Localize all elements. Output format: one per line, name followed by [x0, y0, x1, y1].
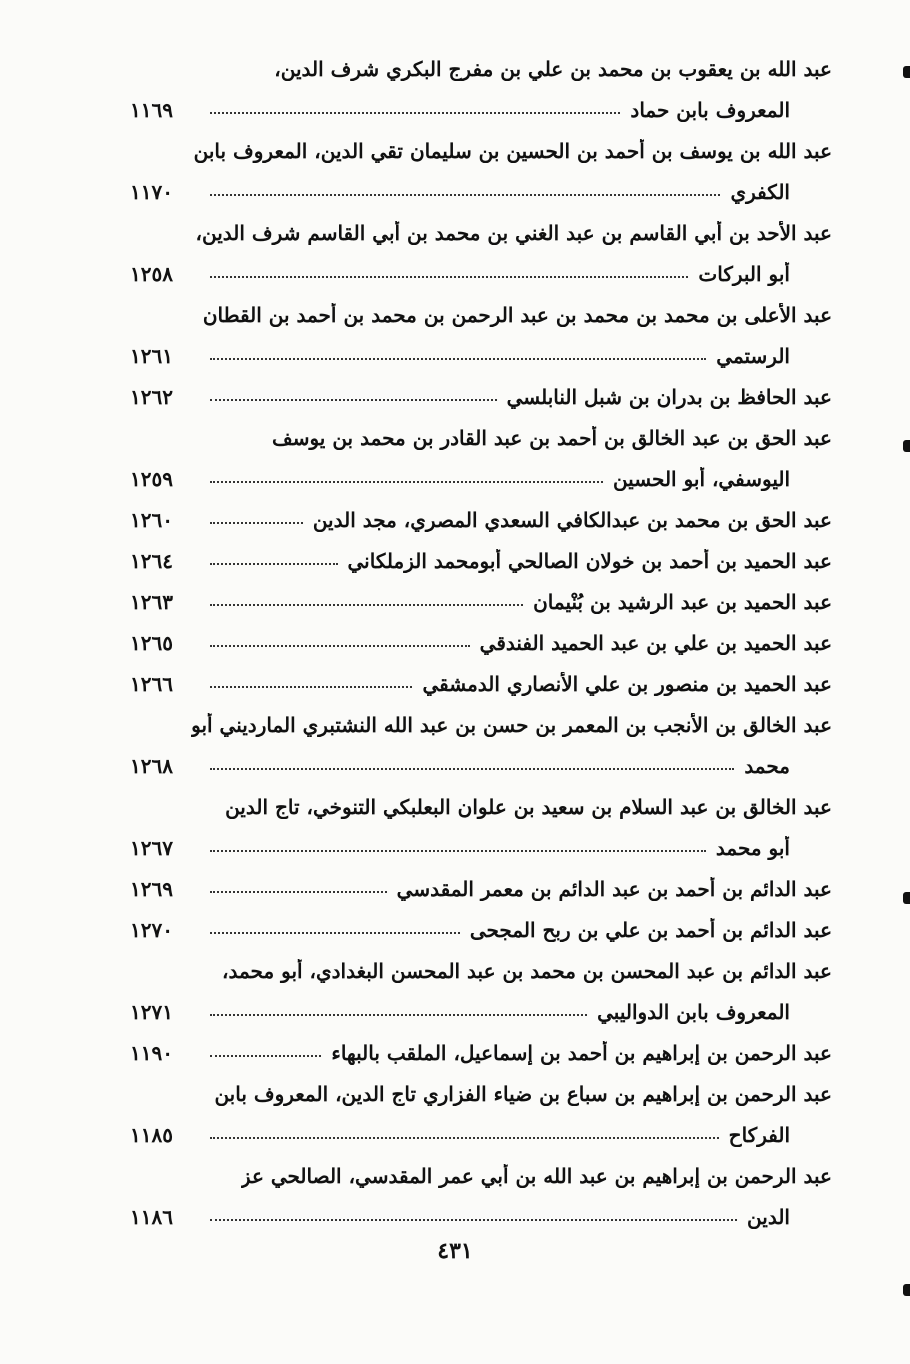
entry-text: عبد الحميد بن عبد الرشيد بن بُنْيمان: [533, 590, 832, 614]
entry-text: عبد الأعلى بن محمد بن محمد بن عبد الرحمن بن محمد بن أحمد بن القطان: [202, 303, 832, 327]
entry-line: [130, 409, 832, 450]
entry-line: [130, 655, 832, 696]
entry-line: [130, 901, 832, 942]
entry-line: [130, 1065, 832, 1106]
entry-number: ١٢٦٣: [130, 590, 173, 614]
entry-line: [130, 737, 832, 778]
entry-text: عبد الحافظ بن بدران بن شبل النابلسي: [506, 385, 832, 409]
dot-leader: [210, 686, 412, 688]
entry-text: عبد الدائم بن عبد المحسن بن محمد بن عبد المحسن البغدادي، أبو محمد،: [222, 959, 832, 983]
entry-line: [130, 450, 832, 491]
index-entry: [130, 942, 832, 1024]
index-entry: [130, 1065, 832, 1147]
index-entry: [130, 778, 832, 860]
entry-text: عبد الخالق بن عبد السلام بن سعيد بن علوان البعلبكي التنوخي، تاج الدين: [225, 795, 832, 819]
margin-mark: [903, 892, 910, 904]
index-entry: [130, 204, 832, 286]
dot-leader: [210, 891, 387, 893]
entry-line: [130, 204, 832, 245]
entry-line: [130, 491, 832, 532]
index-entry: [130, 573, 832, 614]
dot-leader: [210, 850, 706, 852]
entry-text: الفركاح: [728, 1123, 790, 1147]
entry-text: عبد الحميد بن علي بن عبد الحميد الفندقي: [479, 631, 832, 655]
entry-line: [130, 286, 832, 327]
entry-text: الكفري: [730, 180, 790, 204]
entry-line: [130, 573, 832, 614]
index-entry: [130, 860, 832, 901]
entry-text: المعروف بابن الدواليبي: [597, 1000, 790, 1024]
entry-text: عبد الرحمن بن إبراهيم بن أحمد بن إسماعيل، الملقب بالبهاء: [331, 1041, 832, 1065]
entry-text: عبد الأحد بن أبي القاسم بن عبد الغني بن محمد بن أبي القاسم شرف الدين،: [195, 221, 832, 245]
dot-leader: [210, 645, 470, 647]
entry-text: أبو محمد: [715, 836, 790, 860]
entry-text: عبد الله بن يوسف بن أحمد بن الحسين بن سليمان تقي الدين، المعروف بابن: [193, 139, 832, 163]
entry-line: [130, 245, 832, 286]
entry-line: [130, 532, 832, 573]
entry-number: ١٢٦٨: [130, 754, 173, 778]
entry-number: ١٢٧٠: [130, 918, 173, 942]
entry-text: عبد الحميد بن أحمد بن خولان الصالحي أبومحمد الزملكاني: [347, 549, 832, 573]
entry-line: [130, 40, 832, 81]
margin-mark: [903, 1284, 910, 1296]
index-entry: [130, 122, 832, 204]
dot-leader: [210, 1014, 587, 1016]
entry-number: ١١٩٠: [130, 1041, 173, 1065]
entry-text: عبد الرحمن بن إبراهيم بن عبد الله بن أبي عمر المقدسي، الصالحي عز: [240, 1164, 832, 1188]
entry-text: عبد الرحمن بن إبراهيم بن سباع بن ضياء الفزاري تاج الدين، المعروف بابن: [214, 1082, 832, 1106]
entry-number: ١١٧٠: [130, 180, 173, 204]
index-entry: [130, 532, 832, 573]
entry-line: [130, 819, 832, 860]
dot-leader: [210, 112, 620, 114]
index-entry: [130, 901, 832, 942]
entry-line: [130, 122, 832, 163]
index-entry: [130, 40, 832, 122]
dot-leader: [210, 604, 523, 606]
index-entry: [130, 409, 832, 491]
index-entry: [130, 696, 832, 778]
entry-line: [130, 860, 832, 901]
entry-text: عبد الحق بن عبد الخالق بن أحمد بن عبد القادر بن محمد بن يوسف: [272, 426, 832, 450]
dot-leader: [210, 1055, 321, 1057]
entry-text: المعروف بابن حماد: [630, 98, 790, 122]
entry-line: [130, 1188, 832, 1229]
entry-line: [130, 614, 832, 655]
entry-line: [130, 1024, 832, 1065]
page-number: ٤٣١: [437, 1238, 473, 1264]
index-entry: [130, 286, 832, 368]
entry-line: [130, 1106, 832, 1147]
entry-number: ١٢٦٤: [130, 549, 173, 573]
dot-leader: [210, 1137, 719, 1139]
index-entry: [130, 614, 832, 655]
dot-leader: [210, 358, 706, 360]
entry-number: ١١٦٩: [130, 98, 173, 122]
entry-number: ١٢٦٩: [130, 877, 173, 901]
entry-text: عبد الحق بن محمد بن عبدالكافي السعدي المصري، مجد الدين: [312, 508, 832, 532]
entry-line: [130, 983, 832, 1024]
index-entry: [130, 368, 832, 409]
entry-line: [130, 163, 832, 204]
entry-number: ١٢٦٦: [130, 672, 173, 696]
index-entry: [130, 655, 832, 696]
entry-number: ١٢٥٨: [130, 262, 173, 286]
entry-text: عبد الدائم بن أحمد بن علي بن ربح المجحى: [469, 918, 832, 942]
dot-leader: [210, 399, 497, 401]
dot-leader: [210, 276, 688, 278]
margin-mark: [903, 66, 910, 78]
entry-number: ١١٨٥: [130, 1123, 173, 1147]
dot-leader: [210, 481, 603, 483]
entry-text: عبد الخالق بن الأنجب بن المعمر بن حسن بن عبد الله النشتبري المارديني أبو: [191, 713, 832, 737]
entry-text: الدين: [747, 1205, 790, 1229]
entry-number: ١٢٥٩: [130, 467, 173, 491]
entry-line: [130, 942, 832, 983]
entry-text: محمد: [744, 754, 790, 778]
entry-number: ١٢٦١: [130, 344, 173, 368]
entry-text: عبد الدائم بن أحمد بن عبد الدائم بن معمر المقدسي: [396, 877, 832, 901]
dot-leader: [210, 768, 734, 770]
index-entry: [130, 491, 832, 532]
entry-text: الرستمي: [716, 344, 790, 368]
dot-leader: [210, 932, 460, 934]
entry-line: [130, 327, 832, 368]
entry-line: [130, 368, 832, 409]
entry-number: ١٢٦٥: [130, 631, 173, 655]
entry-text: اليوسفي، أبو الحسين: [612, 467, 790, 491]
entry-text: عبد الله بن يعقوب بن محمد بن علي بن مفرج البكري شرف الدين،: [274, 57, 832, 81]
entry-number: ١٢٦٠: [130, 508, 173, 532]
dot-leader: [210, 194, 720, 196]
entry-text: عبد الحميد بن منصور بن علي الأنصاري الدمشقي: [422, 672, 832, 696]
entry-line: [130, 81, 832, 122]
entry-line: [130, 696, 832, 737]
entry-number: ١٢٦٢: [130, 385, 173, 409]
entry-line: [130, 778, 832, 819]
margin-mark: [903, 440, 910, 452]
dot-leader: [210, 522, 303, 524]
entry-line: [130, 1147, 832, 1188]
dot-leader: [210, 563, 338, 565]
entry-number: ١١٨٦: [130, 1205, 173, 1229]
index-entry: [130, 1147, 832, 1229]
entry-text: أبو البركات: [698, 262, 790, 286]
index-list: [130, 40, 832, 1229]
entry-number: ١٢٧١: [130, 1000, 173, 1024]
dot-leader: [210, 1219, 737, 1221]
index-entry: [130, 1024, 832, 1065]
entry-number: ١٢٦٧: [130, 836, 173, 860]
